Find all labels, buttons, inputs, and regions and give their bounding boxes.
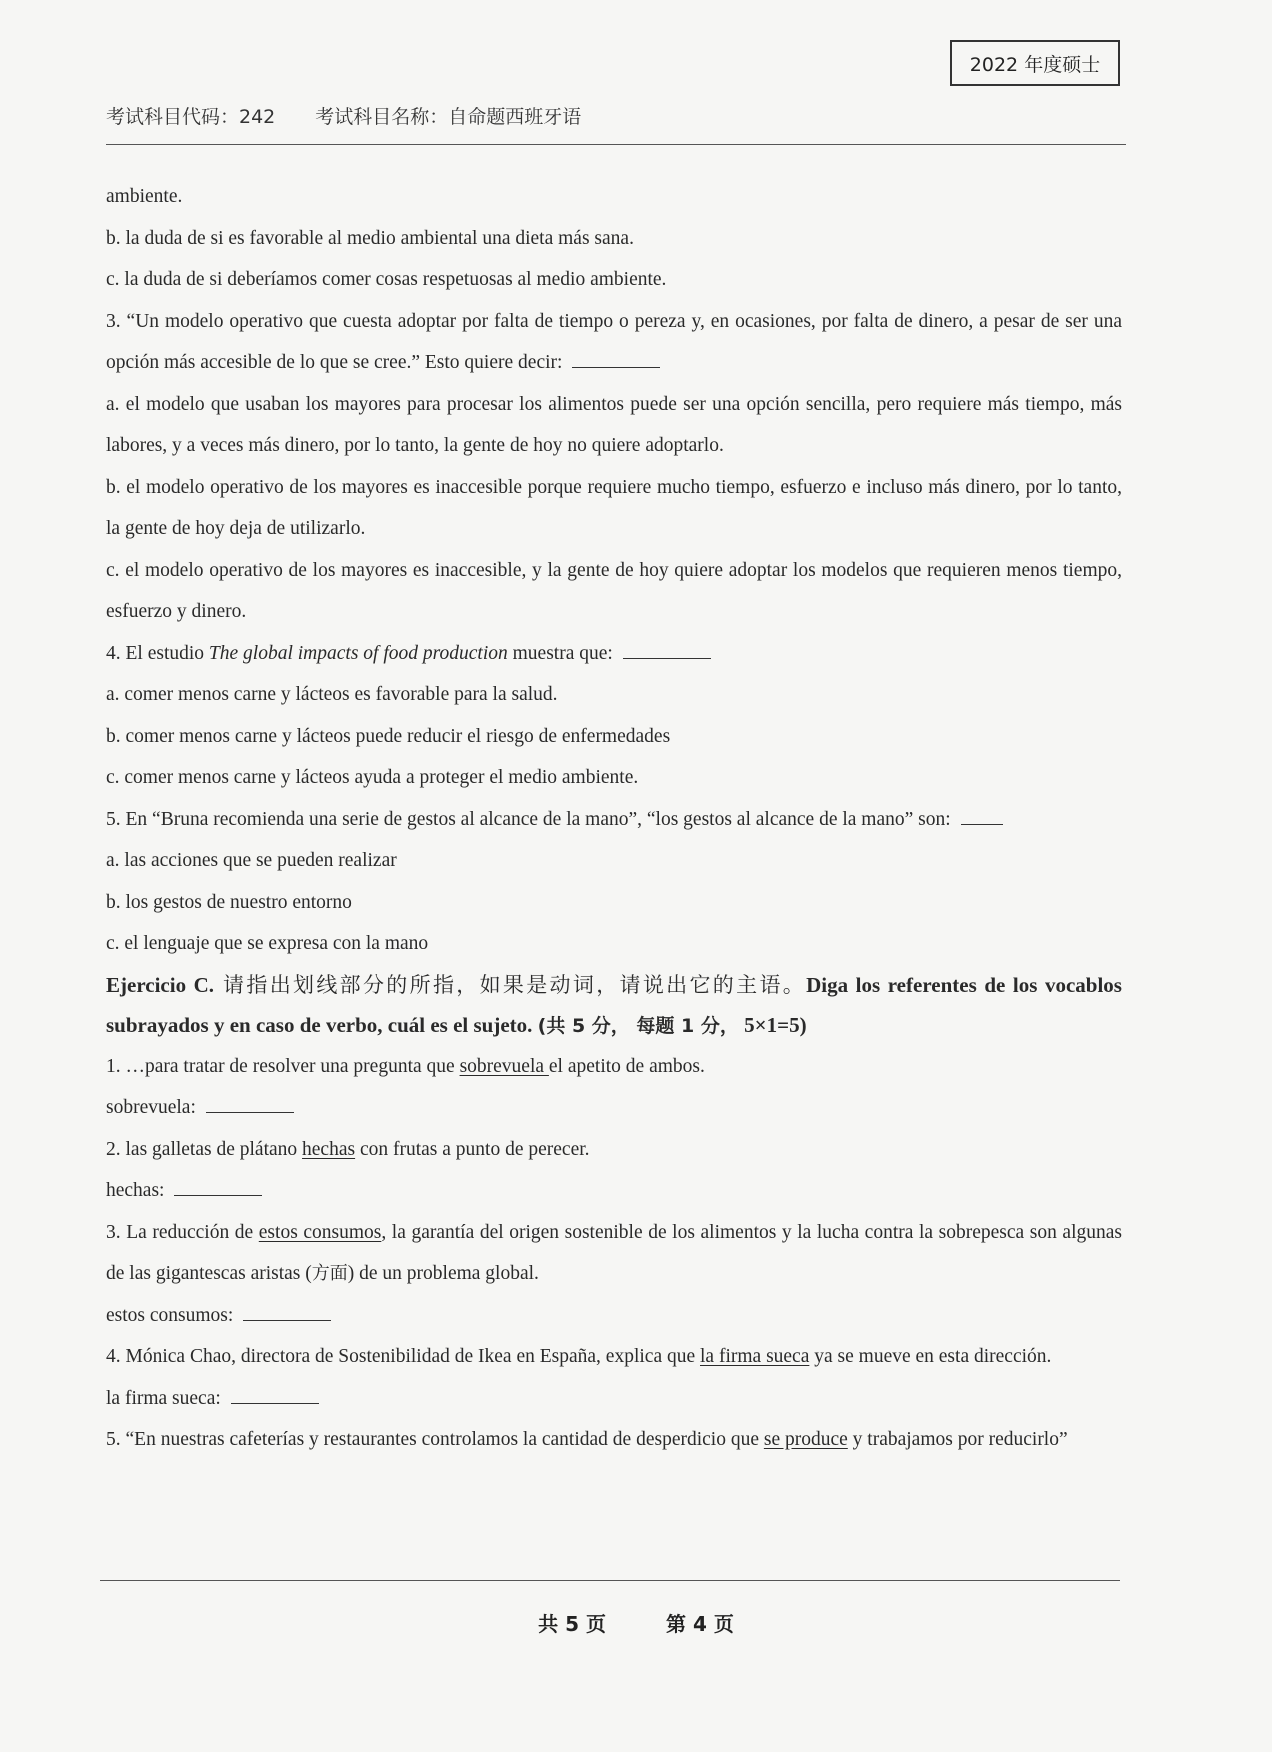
answer-blank <box>961 806 1003 825</box>
question-3-option-c: c. el modelo operativo de los mayores es inaccesible, y la gente de hoy quiere adoptar los modelos que requieren menos tiempo, esfuerzo y dinero. <box>106 559 1122 622</box>
underlined-term: se produce <box>763 1429 848 1450</box>
item-2-answer: hechas: <box>106 1170 1122 1212</box>
item-3: 3. La reducción de estos consumos, la garantía del origen sostenible de los alimentos y la lucha contra la sobrepesca son algunas de las gigantescas aristas (方面) de un problema global. <box>106 1221 1122 1284</box>
current-page: 第 4 页 <box>666 1612 734 1636</box>
exam-header <box>106 102 581 129</box>
answer-blank <box>572 349 660 368</box>
underlined-term: hechas <box>302 1138 356 1160</box>
total-pages: 共 5 页 <box>538 1612 606 1636</box>
question-4-option-c: c. comer menos carne y lácteos ayuda a proteger el medio ambiente. <box>106 767 639 788</box>
page-footer <box>0 1608 1272 1637</box>
underlined-term: estos consumos <box>258 1221 382 1243</box>
question-4: 4. El estudio The global impacts of food production muestra que: <box>106 633 1122 675</box>
question-3: 3. “Un modelo operativo que cuesta adoptar por falta de tiempo o pereza y, en ocasiones, por falta de dinero, a pesar de ser una opción más accesible de lo que se cree.” Esto quiere decir: <box>106 310 1122 373</box>
question-4-option-a: a. comer menos carne y lácteos es favorable para la salud. <box>106 684 558 705</box>
exam-body <box>106 176 1122 1461</box>
question-5-option-a: a. las acciones que se pueden realizar <box>106 850 397 871</box>
year-label-box: 2022 年度硕士 <box>950 40 1120 86</box>
text-line: ambiente. <box>106 186 183 207</box>
exercise-c-heading: Ejercicio C. 请指出划线部分的所指，如果是动词，请说出它的主语。Diga los referentes de los vocablos subrayados y en caso de verbo, cuál es el sujeto. (共 5 分， 每题 1 分， 5×1=5) <box>106 972 1122 1037</box>
item-1-answer: sobrevuela: <box>106 1087 1122 1129</box>
question-5: 5. En “Bruna recomienda una serie de gestos al alcance de la mano”, “los gestos al alcance de la mano” son: <box>106 799 1122 841</box>
option-c: c. la duda de si deberíamos comer cosas respetuosas al medio ambiente. <box>106 269 667 290</box>
answer-blank <box>206 1094 294 1113</box>
item-2: 2. las galletas de plátano hechas con frutas a punto de perecer. <box>106 1138 590 1160</box>
answer-blank <box>243 1302 331 1321</box>
subject-name: 考试科目名称：自命题西班牙语 <box>315 106 582 128</box>
subject-code: 考试科目代码：242 <box>106 106 276 128</box>
question-5-option-c: c. el lenguaje que se expresa con la mano <box>106 933 429 954</box>
study-title: The global impacts of food production <box>208 642 508 664</box>
question-4-option-b: b. comer menos carne y lácteos puede reducir el riesgo de enfermedades <box>106 725 671 747</box>
question-3-option-a: a. el modelo que usaban los mayores para procesar los alimentos puede ser una opción sencilla, pero requiere más tiempo, más labores, y a veces más dinero, por lo tanto, la gente de hoy no quiere adoptarlo. <box>106 393 1122 456</box>
item-4-answer: la firma sueca: <box>106 1378 1122 1420</box>
item-1: 1. …para tratar de resolver una pregunta que sobrevuela el apetito de ambos. <box>106 1055 705 1077</box>
question-3-option-b: b. el modelo operativo de los mayores es inaccesible porque requiere mucho tiempo, esfuerzo e incluso más dinero, por lo tanto, la gente de hoy deja de utilizarlo. <box>106 476 1122 539</box>
underlined-term: sobrevuela <box>459 1055 549 1077</box>
answer-blank <box>231 1385 319 1404</box>
item-4: 4. Mónica Chao, directora de Sostenibilidad de Ikea en España, explica que la firma sueca ya se mueve en esta dirección. <box>106 1346 1052 1367</box>
item-5: 5. “En nuestras cafeterías y restaurantes controlamos la cantidad de desperdicio que se produce y trabajamos por reducirlo” <box>106 1429 1068 1450</box>
option-b: b. la duda de si es favorable al medio ambiental una dieta más sana. <box>106 227 634 249</box>
answer-blank <box>174 1177 262 1196</box>
question-5-option-b: b. los gestos de nuestro entorno <box>106 891 352 913</box>
header-divider <box>106 144 1126 145</box>
answer-blank <box>623 640 711 659</box>
item-3-answer: estos consumos: <box>106 1295 1122 1337</box>
underlined-term: la firma sueca <box>700 1346 810 1367</box>
footer-divider <box>100 1580 1120 1581</box>
